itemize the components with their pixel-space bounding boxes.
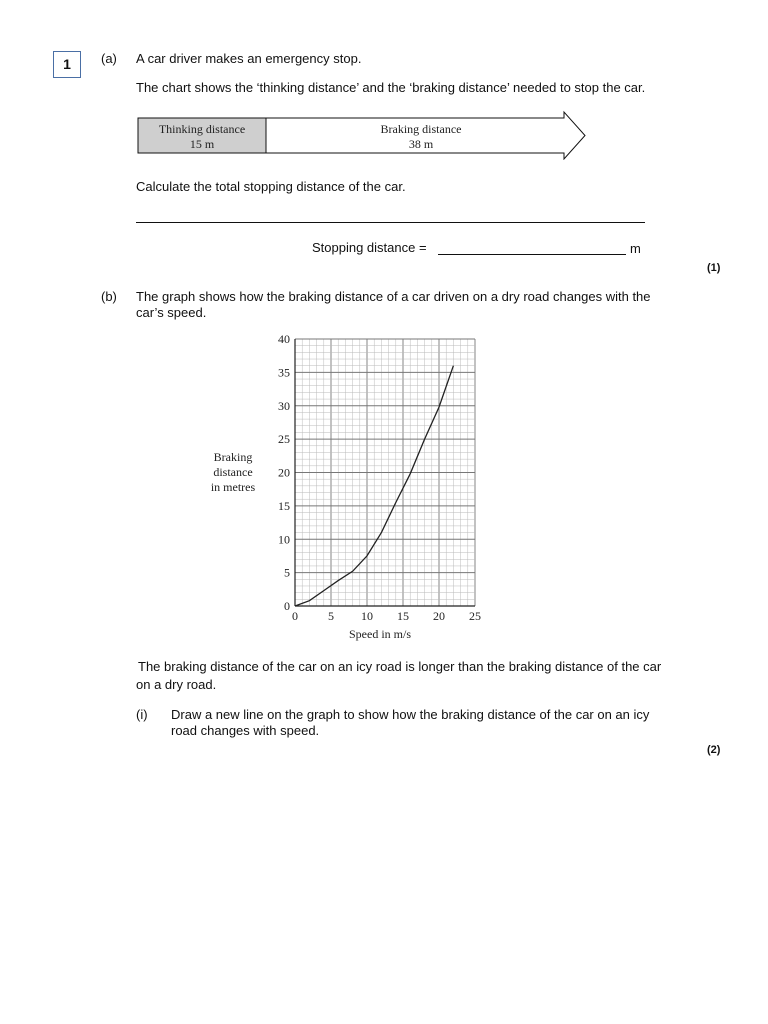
question-number: 1 [53, 51, 81, 78]
x-tick-label: 25 [469, 609, 481, 623]
part-a-calc-prompt: Calculate the total stopping distance of the car. [136, 179, 406, 194]
part-b-marks: (2) [707, 744, 721, 756]
y-tick-label: 10 [278, 532, 290, 547]
part-b-line1: The graph shows how the braking distance of a car driven on a dry road changes with the [136, 289, 651, 304]
x-tick-label: 0 [292, 609, 298, 623]
braking-distance-value: 38 m [408, 137, 434, 151]
y-axis-label-line2: distance [213, 465, 253, 479]
x-tick-label: 20 [433, 609, 445, 623]
y-tick-label: 20 [278, 465, 290, 480]
part-b-sub-line2: road changes with speed. [171, 723, 320, 738]
y-tick-label: 40 [278, 332, 290, 346]
distance-arrow-diagram [136, 110, 588, 160]
part-a-line2: The chart shows the ‘thinking distance’ and the ‘braking distance’ needed to stop the car. [136, 80, 646, 95]
x-tick-label: 15 [397, 609, 409, 623]
part-b-sub-label: (i) [136, 707, 148, 722]
stopping-distance-answer-line[interactable] [438, 254, 626, 255]
part-b-text2: on a dry road. [136, 677, 217, 692]
braking-distance-label: Braking distance [380, 122, 462, 136]
thinking-distance-label: Thinking distance [158, 122, 246, 136]
stopping-distance-label: Stopping distance = [312, 240, 427, 255]
part-b-label: (b) [101, 289, 117, 304]
y-tick-label: 25 [278, 432, 290, 447]
thinking-distance-value: 15 m [189, 137, 215, 151]
x-tick-label: 10 [361, 609, 373, 623]
y-axis-label-line3: in metres [210, 480, 256, 494]
chart-grid [295, 339, 475, 606]
x-axis-label: Speed in m/s [349, 627, 411, 641]
stopping-distance-unit: m [630, 241, 641, 256]
part-b-text1: The braking distance of the car on an icy road is longer than the braking distance of the car [138, 659, 662, 674]
part-b-sub-line1: Draw a new line on the graph to show how the braking distance of the car on an icy [171, 707, 650, 722]
x-tick-label: 5 [328, 609, 334, 623]
part-b-line2: car’s speed. [136, 305, 207, 320]
braking-distance-graph[interactable] [195, 325, 495, 650]
y-tick-label: 15 [278, 498, 290, 513]
part-a-label: (a) [101, 51, 117, 66]
working-answer-line[interactable] [136, 222, 645, 223]
y-tick-label: 0 [284, 599, 290, 613]
y-tick-label: 30 [278, 398, 290, 413]
y-tick-label: 5 [284, 565, 290, 580]
y-tick-label: 35 [278, 365, 290, 380]
y-axis-label-line1: Braking [213, 450, 253, 464]
part-a-line1: A car driver makes an emergency stop. [136, 51, 362, 66]
part-a-marks: (1) [707, 262, 721, 274]
